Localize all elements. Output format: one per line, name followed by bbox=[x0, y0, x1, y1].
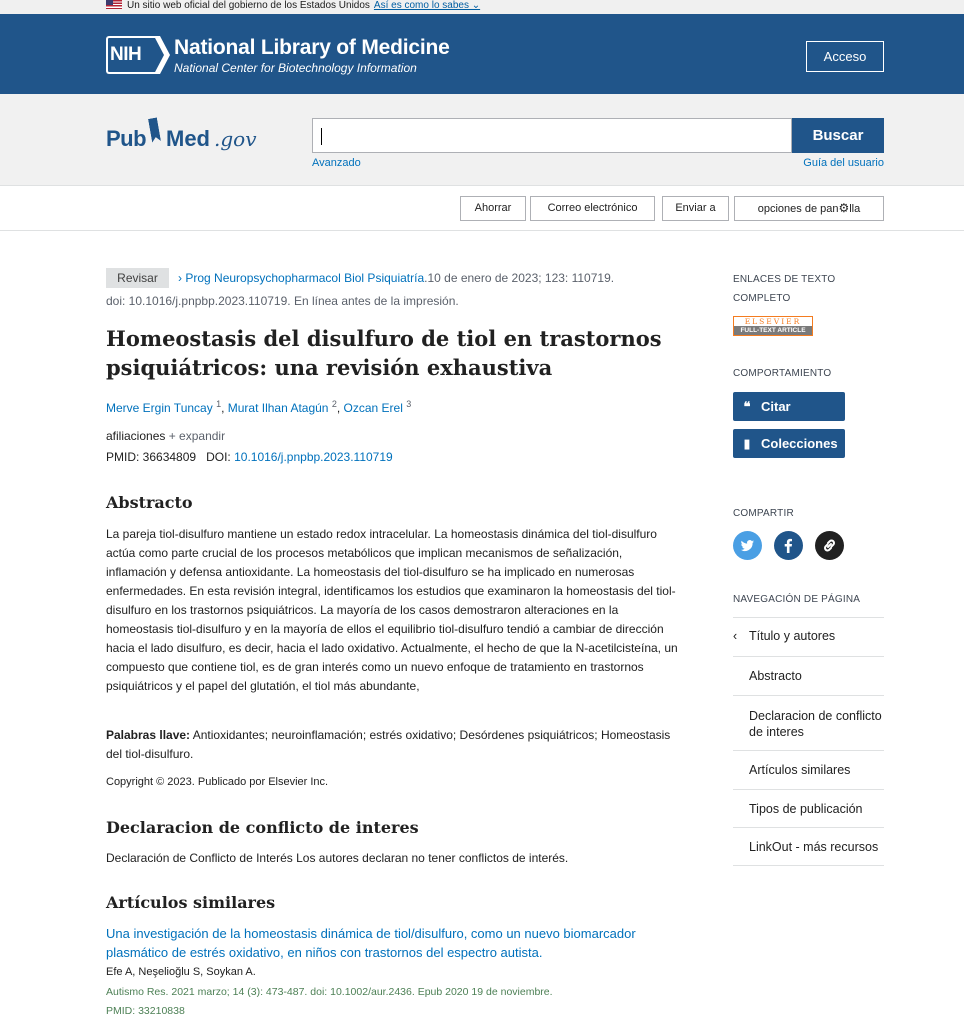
ncbi-subtitle: National Center for Biotechnology Information bbox=[174, 61, 417, 75]
chevron-left-icon: ‹ bbox=[733, 629, 738, 643]
nih-header bbox=[0, 14, 964, 94]
coi-heading: Declaracion de conflicto de interes bbox=[106, 818, 419, 837]
link-icon[interactable] bbox=[815, 531, 844, 560]
similar-article-link[interactable]: Una investigación de la homeostasis dinámica de tiol/disulfuro, como un nuevo biomarcador plasmático de estrés oxidativo, en niños con trastornos del espectro autista. bbox=[106, 926, 636, 960]
bookmark-icon: ▮ bbox=[743, 437, 751, 452]
gov-banner-text: Un sitio web oficial del gobierno de los Estados Unidos bbox=[127, 0, 370, 11]
coi-text: Declaración de Conflicto de Interés Los autores declaran no tener conflictos de interés. bbox=[106, 851, 569, 865]
logo-gov: .gov bbox=[214, 127, 257, 151]
doi-line: doi: 10.1016/j.pnpbp.2023.110719. En línea antes de la impresión. bbox=[106, 294, 459, 308]
expand-label[interactable]: + expandir bbox=[168, 429, 226, 443]
journal-link[interactable]: Prog Neuropsychopharmacol Biol Psiquiatría bbox=[185, 271, 425, 285]
affiliations-toggle[interactable]: afiliaciones + expandir bbox=[106, 429, 226, 443]
similar-article-source: Autismo Res. 2021 marzo; 14 (3): 473-487. doi: 10.1002/aur.2436. Epub 2020 19 de noviembre. bbox=[106, 986, 553, 998]
user-guide-link[interactable]: Guía del usuario bbox=[803, 157, 884, 169]
gear-icon: ⚙ bbox=[838, 201, 850, 215]
search-input[interactable] bbox=[312, 118, 792, 153]
journal-citation bbox=[178, 271, 614, 285]
chevron-right-icon: › bbox=[178, 271, 186, 285]
author-link[interactable]: Ozcan Erel bbox=[343, 401, 403, 415]
save-button[interactable]: Ahorrar bbox=[460, 196, 526, 221]
search-button[interactable]: Buscar bbox=[792, 118, 884, 153]
author-link[interactable]: Murat Ilhan Atagún bbox=[227, 401, 329, 415]
email-button[interactable]: Correo electrónico bbox=[530, 196, 655, 221]
doi-link[interactable]: 10.1016/j.pnpbp.2023.110719 bbox=[234, 450, 393, 464]
display-options-button[interactable]: opciones de pan⚙lla bbox=[734, 196, 884, 221]
author-affil-ref[interactable]: 2 bbox=[331, 399, 337, 409]
nav-item-linkout[interactable]: LinkOut - más recursos bbox=[733, 827, 884, 866]
author-affil-ref[interactable]: 1 bbox=[216, 399, 222, 409]
login-button[interactable]: Acceso bbox=[806, 41, 884, 72]
similar-articles-heading: Artículos similares bbox=[106, 893, 276, 912]
elsevier-full-text-link[interactable]: ELSEVIER FULL-TEXT ARTICLE bbox=[733, 316, 813, 336]
send-to-button[interactable]: Enviar a bbox=[662, 196, 729, 221]
collections-button[interactable]: ▮ Colecciones bbox=[733, 429, 845, 458]
quote-icon: ❝ bbox=[743, 400, 751, 415]
actions-label: COMPORTAMIENTO bbox=[733, 368, 832, 379]
article-title: Homeostasis del disulfuro de tiol en trastornos psiquiátricos: una revisión exhaustiva bbox=[106, 326, 662, 380]
nav-item-pub-types[interactable]: Tipos de publicación bbox=[733, 789, 884, 827]
author-link[interactable]: Merve Ergin Tuncay bbox=[106, 401, 213, 415]
doi-label: DOI: bbox=[206, 450, 231, 464]
cite-button[interactable]: ❝ Citar bbox=[733, 392, 845, 421]
logo-pub: Pub bbox=[106, 126, 147, 151]
page-navigation bbox=[733, 617, 884, 866]
publication-type-badge: Revisar bbox=[106, 268, 169, 288]
twitter-icon[interactable] bbox=[733, 531, 762, 560]
pmid: PMID: 36634809 bbox=[106, 450, 197, 464]
text-caret bbox=[321, 128, 322, 145]
full-text-links-label: ENLACES DE TEXTO COMPLETO bbox=[733, 274, 836, 304]
article-ids bbox=[106, 450, 393, 464]
nav-item-abstract[interactable]: Abstracto bbox=[733, 656, 884, 695]
actions-bar bbox=[0, 186, 964, 231]
nav-item-title-authors[interactable]: ‹ Título y autores bbox=[733, 617, 884, 656]
copyright: Copyright © 2023. Publicado por Elsevier Inc. bbox=[106, 776, 329, 788]
abstract-text: La pareja tiol-disulfuro mantiene un estado redox intracelular. La homeostasis dinámica del tiol-disulfuro actúa como parte crucial de los procesos metabólicos que implican mecanismos de señalización, inflamación y defensa antioxidante. La homeostasis del tiol-disulfuro se ha implicado en numerosas enfermedades. En esta revisión integral, identificamos los estudios que examinaron la homeostasis del tiol-disulfuro en los trastornos psiquiátricos. La mayoría de los casos demostraron alteraciones en la homeostasis tiol-disulfuro y en la mayoría de ellos el equilibrio tiol-disulfuro tendió a cambiar de dirección hacia el lado disulfuro, es decir, hacia el lado oxidativo. Actualmente, el hecho de que la N-acetilcisteína, un compuesto que contiene tiol, es de gran interés como un nuevo enfoque de tratamiento en trastornos psiquiátricos y el papel del glutatión, el tiol más abundante, bbox=[106, 527, 678, 693]
facebook-icon[interactable] bbox=[774, 531, 803, 560]
authors-list: Merve Ergin Tuncay $^1$, Murat Ilhan Atagún $^2$, Ozcan Erel $^3$ bbox=[106, 399, 412, 415]
logo-med: Med bbox=[166, 126, 210, 151]
flag-icon bbox=[106, 0, 122, 9]
author-affil-ref[interactable]: 3 bbox=[406, 399, 412, 409]
nih-logo-text: NIH bbox=[110, 44, 142, 65]
logo-bookmark-icon bbox=[148, 117, 161, 142]
advanced-search-link[interactable]: Avanzado bbox=[312, 157, 361, 169]
nih-logo-icon[interactable] bbox=[106, 36, 168, 74]
gov-banner bbox=[0, 0, 964, 14]
similar-article-pmid: PMID: 33210838 bbox=[106, 1005, 185, 1017]
nlm-title[interactable]: National Library of Medicine bbox=[174, 36, 450, 59]
nav-item-similar[interactable]: Artículos similares bbox=[733, 750, 884, 789]
search-area bbox=[0, 94, 964, 186]
citation-date: .10 de enero de 2023; 123: 110719. bbox=[424, 271, 615, 285]
similar-article-authors: Efe A, Neşelioğlu S, Soykan A. bbox=[106, 966, 256, 978]
page-navigation-label: NAVEGACIÓN DE PÁGINA bbox=[733, 594, 861, 605]
how-you-know-link[interactable]: Así es como lo sabes ⌄ bbox=[373, 0, 481, 11]
nav-item-coi[interactable]: Declaracion de conflicto de interes bbox=[733, 695, 884, 750]
keywords: Palabras llave: Antioxidantes; neuroinflamación; estrés oxidativo; Desórdenes psiquiátricos; Homeostasis del tiol-disulfuro. bbox=[106, 728, 671, 761]
abstract-heading: Abstracto bbox=[106, 493, 193, 512]
share-label: COMPARTIR bbox=[733, 508, 794, 519]
